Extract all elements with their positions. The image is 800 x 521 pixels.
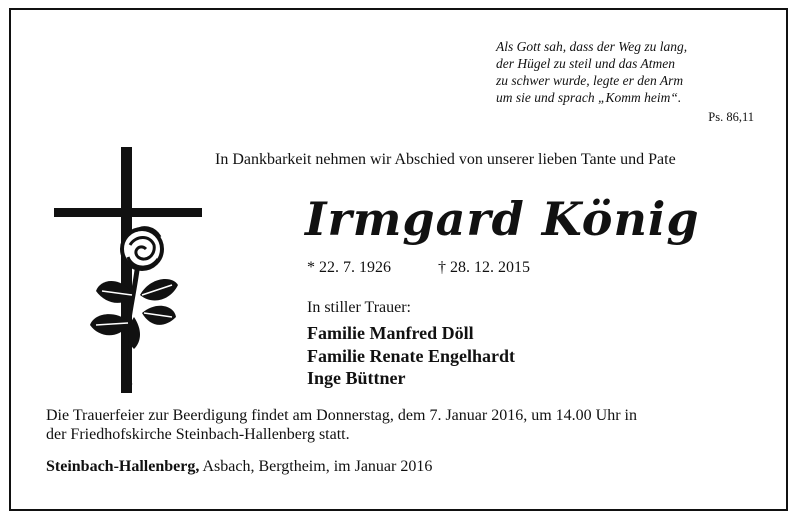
quote-line: zu schwer wurde, legte er den Arm (496, 73, 684, 88)
cross-with-rose-icon (50, 145, 205, 395)
mourning-label: In stiller Trauer: (307, 299, 411, 316)
ceremony-line: der Friedhofskirche Steinbach-Hallenberg statt. (46, 426, 350, 443)
quote-line: der Hügel zu steil und das Atmen (496, 56, 675, 71)
place-and-date (46, 458, 432, 476)
place-town: Steinbach-Hallenberg, (46, 458, 200, 475)
deceased-name: Irmgard König (305, 192, 700, 246)
quote-line: Als Gott sah, dass der Weg zu lang, (496, 39, 688, 54)
bible-quote (496, 38, 758, 124)
death-date: † 28. 12. 2015 (438, 259, 530, 276)
ceremony-text (46, 406, 758, 444)
intro-text: In Dankbarkeit nehmen wir Abschied von unserer lieben Tante und Pate (215, 151, 676, 168)
quote-source: Ps. 86,11 (708, 110, 754, 124)
mourner-family: Inge Büttner (307, 368, 406, 388)
place-rest: Asbach, Bergtheim, im Januar 2016 (199, 458, 433, 475)
mourner-family: Familie Manfred Döll (307, 323, 474, 343)
quote-line: um sie und sprach „Komm heim“. (496, 90, 682, 105)
mourner-family: Familie Renate Engelhardt (307, 346, 515, 366)
ceremony-line: Die Trauerfeier zur Beerdigung findet am Donnerstag, dem 7. Januar 2016, um 14.00 Uhr in (46, 407, 637, 424)
life-dates (307, 259, 530, 277)
birth-date: * 22. 7. 1926 (307, 259, 391, 276)
